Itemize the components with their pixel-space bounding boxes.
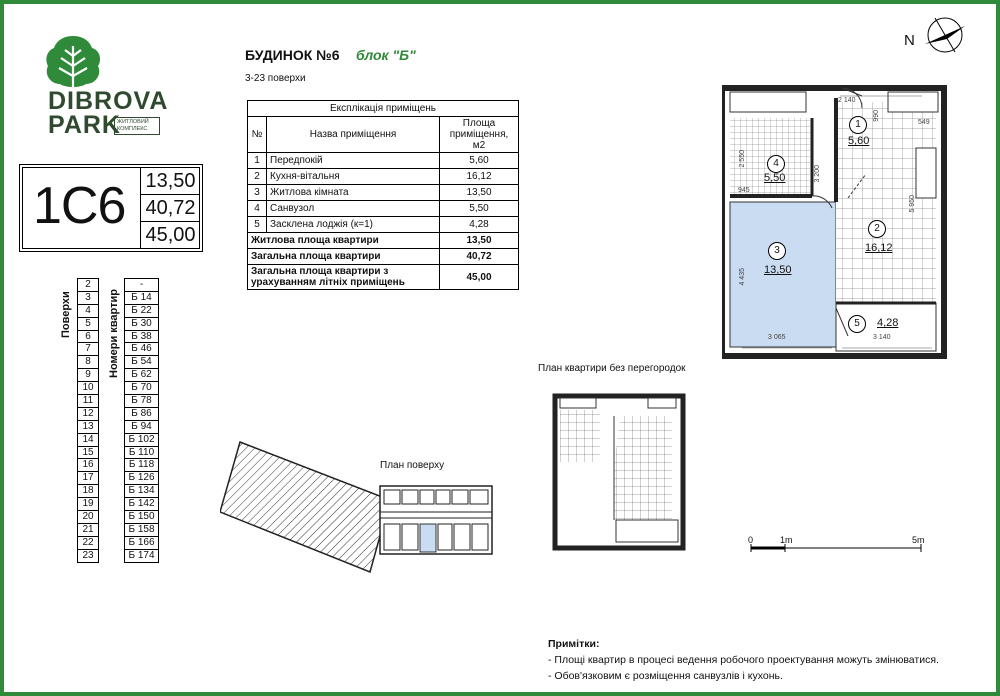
floor-cell: 18 — [78, 485, 98, 498]
apartment-number-cell: Б 30 — [125, 318, 158, 331]
scale-one: 1m — [780, 535, 793, 545]
explication-name: Засклена лоджія (к=1) — [267, 217, 440, 233]
explication-area: 16,12 — [440, 169, 519, 185]
apartment-number-cell: Б 94 — [125, 421, 158, 434]
dim-945: 945 — [738, 187, 750, 194]
explication-table — [247, 100, 519, 290]
explication-total-row — [248, 233, 519, 249]
explication-total-row — [248, 265, 519, 290]
dim-4435: 4 435 — [739, 268, 746, 286]
dim-3065: 3 065 — [768, 334, 786, 341]
room-3-number: 3 — [768, 242, 786, 260]
room-2-area: 16,12 — [865, 242, 893, 254]
dim-5950: 5 950 — [909, 195, 916, 213]
floor-cell: 23 — [82, 549, 94, 561]
room-2-number: 2 — [868, 220, 886, 238]
apartment-number-cell: Б 54 — [125, 356, 158, 369]
floor-cell: 10 — [78, 382, 98, 395]
explication-area: 5,50 — [440, 201, 519, 217]
explication-no: 5 — [248, 217, 267, 233]
note-item: - Обов'язковим є розміщення санвузлів і кухонь. — [548, 670, 783, 682]
total-value: 13,50 — [440, 233, 519, 249]
dim-3140: 3 140 — [873, 334, 891, 341]
apartment-number-cell: Б 174 — [128, 549, 155, 561]
apartments-title: Номери квартир — [108, 289, 120, 378]
apartment-number-cell: Б 166 — [125, 537, 158, 550]
apartment-number-cell: Б 102 — [125, 434, 158, 447]
floor-cell: 21 — [78, 524, 98, 537]
floor-cell: 12 — [78, 408, 98, 421]
building-title: БУДИНОК №6 — [245, 47, 340, 63]
explication-no: 4 — [248, 201, 267, 217]
notes — [548, 636, 939, 684]
floor-cell: 2 — [78, 279, 98, 292]
floors-title: Поверхи — [60, 291, 72, 338]
floor-cell: 8 — [78, 356, 98, 369]
col-name: Назва приміщення — [267, 117, 440, 153]
apartment-code-box — [22, 167, 200, 249]
total-value: 40,72 — [440, 249, 519, 265]
room-1-number: 1 — [849, 116, 867, 134]
room-1-area: 5,60 — [848, 135, 870, 147]
floor-cell: 19 — [78, 498, 98, 511]
floor-cell: 9 — [78, 369, 98, 382]
apartment-number-cell: Б 62 — [125, 369, 158, 382]
explication-row — [248, 217, 519, 233]
apartment-number-cell: Б 70 — [125, 382, 158, 395]
floor-key-plan — [220, 440, 495, 575]
explication-area: 13,50 — [440, 185, 519, 201]
no-partitions-title: План квартири без перегородок — [538, 363, 686, 374]
floor-cell: 17 — [78, 472, 98, 485]
explication-name: Кухня-вітальня — [267, 169, 440, 185]
explication-no: 2 — [248, 169, 267, 185]
apartment-code: 1C6 — [33, 177, 126, 235]
floor-cell: 16 — [78, 459, 98, 472]
explication-no: 3 — [248, 185, 267, 201]
explication-name: Передпокій — [267, 153, 440, 169]
room-3-area: 13,50 — [764, 264, 792, 276]
floor-cell: 3 — [78, 292, 98, 305]
apartment-number-cell: Б 86 — [125, 408, 158, 421]
compass-icon — [921, 14, 969, 56]
total-value: 45,00 — [440, 265, 519, 290]
apartment-number-cell: - — [125, 279, 158, 292]
floor-cell: 11 — [78, 395, 98, 408]
floor-cell: 20 — [78, 511, 98, 524]
note-item: - Площі квартир в процесі ведення робочого проектування можуть змінюватися. — [548, 654, 939, 666]
logo-subtitle: ЖИТЛОВИЙ КОМПЛЕКС — [114, 117, 160, 135]
scale-bar — [745, 536, 925, 556]
floor-cell: 13 — [78, 421, 98, 434]
apartment-number-cell: Б 142 — [125, 498, 158, 511]
apartment-number-cell: Б 110 — [125, 447, 158, 460]
apartment-number-cell: Б 22 — [125, 305, 158, 318]
room-4-number: 4 — [767, 155, 785, 173]
total-label: Житлова площа квартири — [248, 233, 440, 249]
north-label: N — [904, 32, 915, 49]
logo-name: DIBROVA PARK — [48, 87, 169, 139]
floors-range: 3-23 поверхи — [245, 73, 306, 84]
apartment-areas — [140, 168, 200, 248]
scale-five: 5m — [912, 535, 925, 545]
floor-cell: 14 — [78, 434, 98, 447]
no-partitions-plan — [552, 390, 688, 552]
total-label: Загальна площа квартири з урахуванням літніх приміщень — [248, 265, 440, 290]
apartment-number-cell: Б 38 — [125, 331, 158, 344]
explication-row — [248, 169, 519, 185]
notes-title: Примітки: — [548, 638, 600, 650]
apartment-number-cell: Б 118 — [125, 459, 158, 472]
block-label: блок "Б" — [356, 47, 416, 63]
apartment-number-cell: Б 46 — [125, 343, 158, 356]
area-total: 40,72 — [141, 195, 200, 222]
explication-total-row — [248, 249, 519, 265]
explication-area: 4,28 — [440, 217, 519, 233]
floor-cell: 22 — [78, 537, 98, 550]
apartment-number-cell: Б 158 — [125, 524, 158, 537]
dim-990: 990 — [873, 110, 880, 122]
explication-area: 5,60 — [440, 153, 519, 169]
dim-3200: 3 200 — [814, 165, 821, 183]
dim-2140: 2 140 — [838, 97, 856, 104]
room-5-number: 5 — [848, 315, 866, 333]
explication-name: Санвузол — [267, 201, 440, 217]
col-area: Площа приміщення, м2 — [440, 117, 519, 153]
dim-2550: 2 550 — [739, 150, 746, 168]
floor-plan-title: План поверху — [380, 460, 445, 471]
explication-no: 1 — [248, 153, 267, 169]
floors-column — [77, 278, 99, 563]
explication-row — [248, 201, 519, 217]
apartment-number-cell: Б 150 — [125, 511, 158, 524]
oak-tree-logo-icon — [44, 34, 102, 90]
explication-row — [248, 185, 519, 201]
floor-cell: 5 — [78, 318, 98, 331]
scale-zero: 0 — [748, 535, 754, 545]
apartment-number-cell: Б 78 — [125, 395, 158, 408]
apartment-number-cell: Б 14 — [125, 292, 158, 305]
floor-cell: 4 — [78, 305, 98, 318]
total-label: Загальна площа квартири — [248, 249, 440, 265]
room-5-area: 4,28 — [877, 317, 899, 329]
apartments-column — [124, 278, 159, 563]
floor-cell: 7 — [78, 343, 98, 356]
explication-name: Житлова кімната — [267, 185, 440, 201]
floor-cell: 15 — [78, 447, 98, 460]
explication-title: Експлікація приміщень — [248, 101, 519, 117]
area-total-summer: 45,00 — [145, 224, 196, 246]
dim-549: 549 — [918, 119, 930, 126]
area-living: 13,50 — [141, 168, 200, 195]
apartment-number-cell: Б 134 — [125, 485, 158, 498]
apartment-number-cell: Б 126 — [125, 472, 158, 485]
room-4-area: 5,50 — [764, 172, 786, 184]
explication-row — [248, 153, 519, 169]
floor-cell: 6 — [78, 331, 98, 344]
col-no: № — [248, 117, 267, 153]
